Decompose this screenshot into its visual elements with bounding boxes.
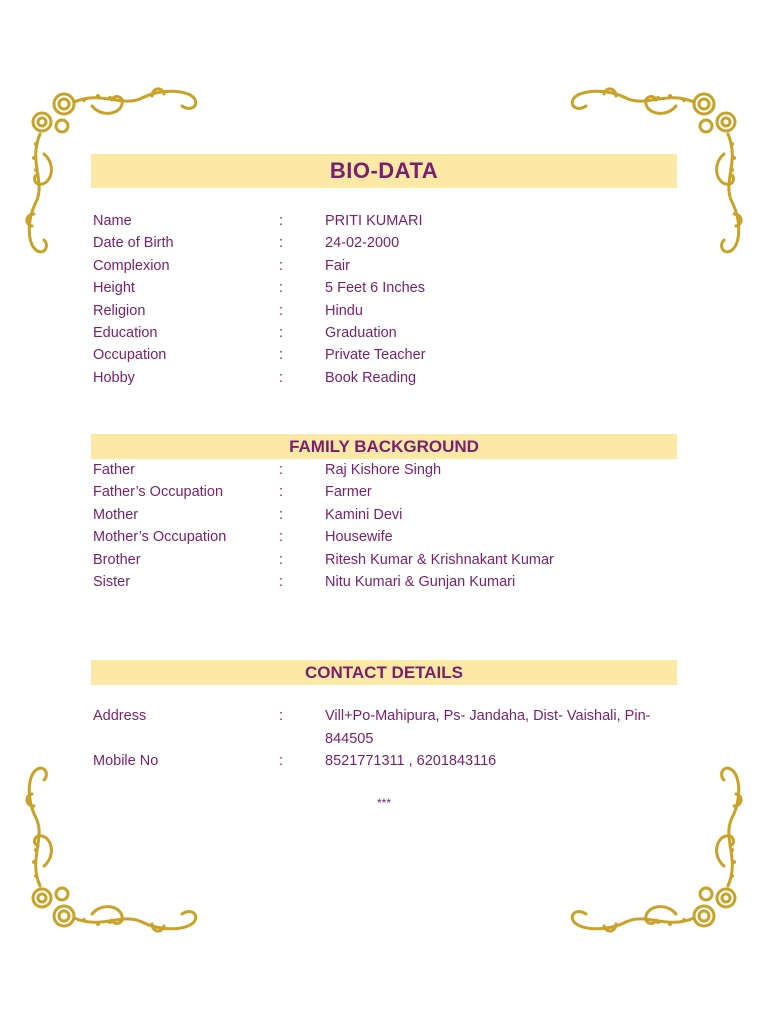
field-label: Sister: [93, 573, 131, 590]
field-separator: :: [279, 708, 284, 724]
field-separator: :: [279, 213, 284, 229]
field-separator: :: [279, 573, 284, 590]
field-value: Hindu: [325, 302, 363, 319]
field-value: Book Reading: [325, 369, 417, 386]
field-separator: :: [279, 551, 284, 568]
field-label: Mother: [93, 506, 139, 523]
end-mark: ***: [376, 796, 391, 810]
field-separator: :: [279, 529, 284, 546]
detail-row-height: [93, 277, 693, 299]
field-separator: :: [279, 484, 284, 501]
field-value: Farmer: [325, 484, 372, 501]
field-value: Nitu Kumari & Gunjan Kumari: [325, 573, 516, 590]
detail-row-sister: [93, 571, 693, 593]
section-heading-family: FAMILY BACKGROUND: [91, 434, 677, 459]
field-label: Name: [93, 213, 132, 229]
detail-row-name: [93, 210, 693, 232]
field-label: Occupation: [93, 347, 167, 364]
field-value: Private Teacher: [325, 347, 426, 364]
field-separator: :: [279, 302, 284, 319]
field-label: Father’s Occupation: [93, 484, 224, 501]
field-label: Father: [93, 462, 135, 478]
detail-row-education: [93, 322, 693, 344]
floral-corner-ornament: [556, 746, 746, 936]
field-value: Graduation: [325, 324, 397, 341]
detail-row-complexion: [93, 255, 693, 277]
field-separator: :: [279, 257, 284, 274]
floral-corner-ornament: [22, 746, 212, 936]
field-value: Ritesh Kumar & Krishnakant Kumar: [325, 551, 554, 568]
detail-row-hobby: [93, 367, 693, 389]
field-label: Religion: [93, 302, 146, 319]
field-label: Date of Birth: [93, 235, 174, 252]
detail-row-mother: [93, 504, 693, 526]
detail-row-mobile: [93, 750, 693, 772]
section-heading-contact: CONTACT DETAILS: [91, 660, 677, 685]
field-separator: :: [279, 369, 284, 386]
field-separator: :: [279, 280, 284, 297]
field-separator: :: [279, 753, 284, 769]
detail-row-fathers-occupation: [93, 481, 693, 503]
field-value: Raj Kishore Singh: [325, 462, 442, 478]
field-separator: :: [279, 506, 284, 523]
detail-row-brother: [93, 549, 693, 571]
contact-details: [93, 705, 693, 772]
field-value: 24-02-2000: [325, 235, 400, 252]
field-value: 5 Feet 6 Inches: [325, 280, 425, 297]
field-value: Fair: [325, 257, 350, 274]
detail-row-religion: [93, 300, 693, 322]
field-label: Brother: [93, 551, 141, 568]
field-label: Hobby: [93, 369, 135, 386]
field-label: Address: [93, 708, 147, 724]
field-separator: :: [279, 462, 284, 478]
family-details: [93, 459, 693, 593]
personal-details: [93, 210, 693, 389]
field-value: 8521771311 , 6201843116: [325, 753, 497, 769]
field-separator: :: [279, 235, 284, 252]
field-label: Education: [93, 324, 158, 341]
field-label: Complexion: [93, 257, 170, 274]
detail-row-date-of-birth: [93, 232, 693, 254]
field-label: Height: [93, 280, 135, 297]
field-label: Mobile No: [93, 753, 159, 769]
detail-row-address: [93, 705, 693, 750]
field-value: Vill+Po-Mahipura, Ps- Jandaha, Dist- Vaishali, Pin-844505: [325, 708, 651, 747]
detail-row-occupation: [93, 344, 693, 366]
page-title: BIO-DATA: [91, 154, 677, 188]
field-separator: :: [279, 347, 284, 364]
field-value: Kamini Devi: [325, 506, 403, 523]
field-value: Housewife: [325, 529, 393, 546]
field-label: Mother’s Occupation: [93, 529, 227, 546]
detail-row-mothers-occupation: [93, 526, 693, 548]
detail-row-father: [93, 459, 693, 481]
field-separator: :: [279, 324, 284, 341]
field-value: PRITI KUMARI: [325, 213, 423, 229]
